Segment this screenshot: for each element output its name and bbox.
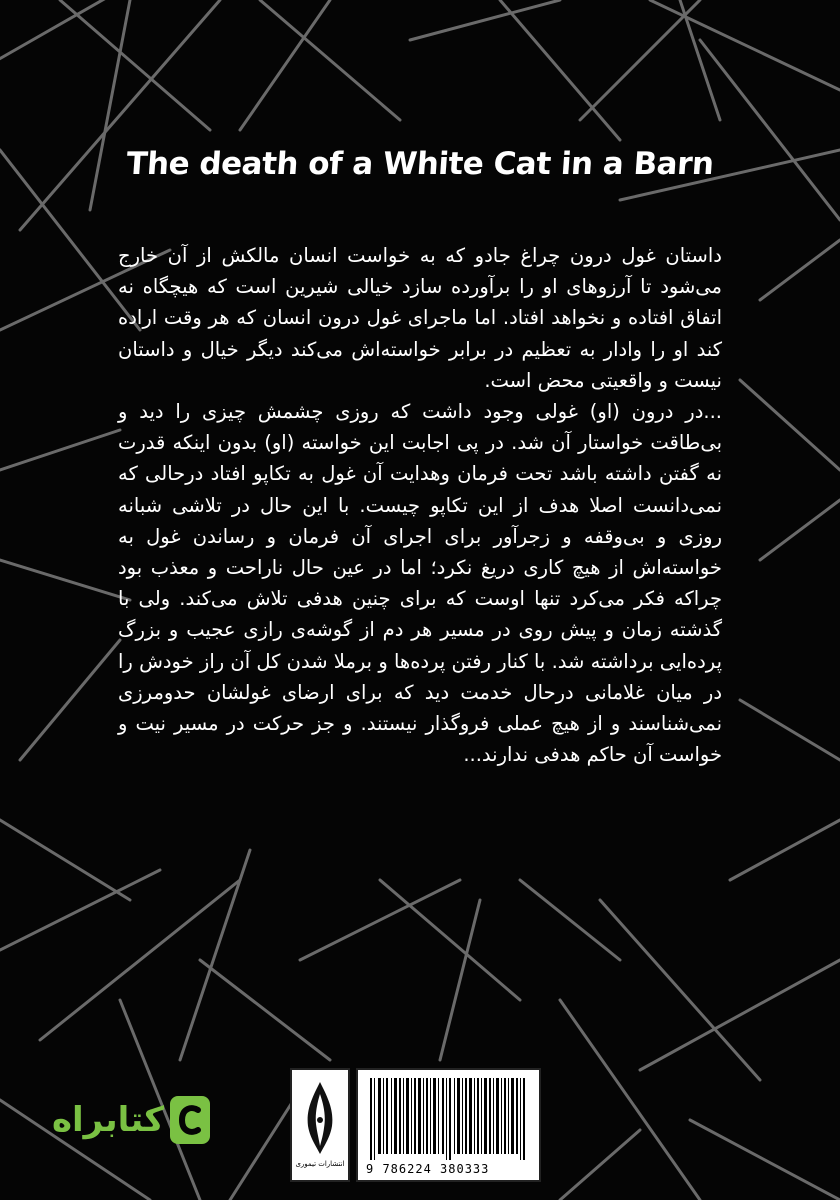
book-c-logo-icon [168, 1092, 212, 1148]
isbn-barcode [356, 1068, 541, 1182]
synopsis-text [118, 240, 722, 770]
synopsis-paragraph: داستان غول درون چراغ جادو که به خواست انسان مالکش از آن خارج می‌شود تا آرزوهای او را برآورده سازد خیالی شیرین است که هیچگاه نه اتفاق افتاده و نخواهد افتاد. اما ماجرای غول درون انسان که هر وقت اراده کند او را وادار به تعظیم در برابر خواسته‌اش می‌کند دیگر خیال و داستان نیست و واقعیتی محض است. [118, 244, 722, 392]
publisher-name: انتشارات تیموری [295, 1160, 345, 1168]
store-logo [12, 1092, 212, 1162]
synopsis-paragraph: ...در درون (او) غولی وجود داشت که روزی چشمش چیزی را دید و بی‌طاقت خواستار آن شد. در پی اجابت این خواسته (او) بدون اینکه قدرت نه گفتن داشته باشد تحت فرمان وهدایت آن غول به تکاپو افتاد درحالی که نمی‌دانست اصلا هدف از این تکاپو چیست. با این حال در تلاشی شبانه روزی و بی‌وقفه و زجرآور برای اجرای آن فرمان و رساندن غول به خواسته‌اش از هیچ کاری دریغ نکرد؛ اما در عین حال ناراحت و معذب بود چراکه فکر می‌کرد تنها اوست که برای چنین هدفی تلاش می‌کند. ولی با گذشته زمان و پیش روی در مسیر هر دم از گوشه‌ی رازی عجیب و بزرگ پرده‌ایی برداشته شد. با کنار رفتن پرده‌ها و برملا شدن کل آن راز خودش را در میان غلامانی درحال خدمت دید که برای ارضای غولشان حدومرزی نمی‌شناسند و از هیچ عملی فروگذار نیستند. و جز حرکت در مسیر نیت و خواست آن حاکم هدفی ندارند... [118, 400, 722, 767]
book-title: The death of a White Cat in a Barn [125, 146, 715, 182]
publisher-logo-box [290, 1068, 350, 1182]
ink-pen-logo-icon [298, 1080, 342, 1156]
store-logo-text: کتابراه [51, 1100, 164, 1140]
barcode-bars [366, 1078, 534, 1160]
isbn-number: 9 786224 380333 [366, 1162, 490, 1176]
